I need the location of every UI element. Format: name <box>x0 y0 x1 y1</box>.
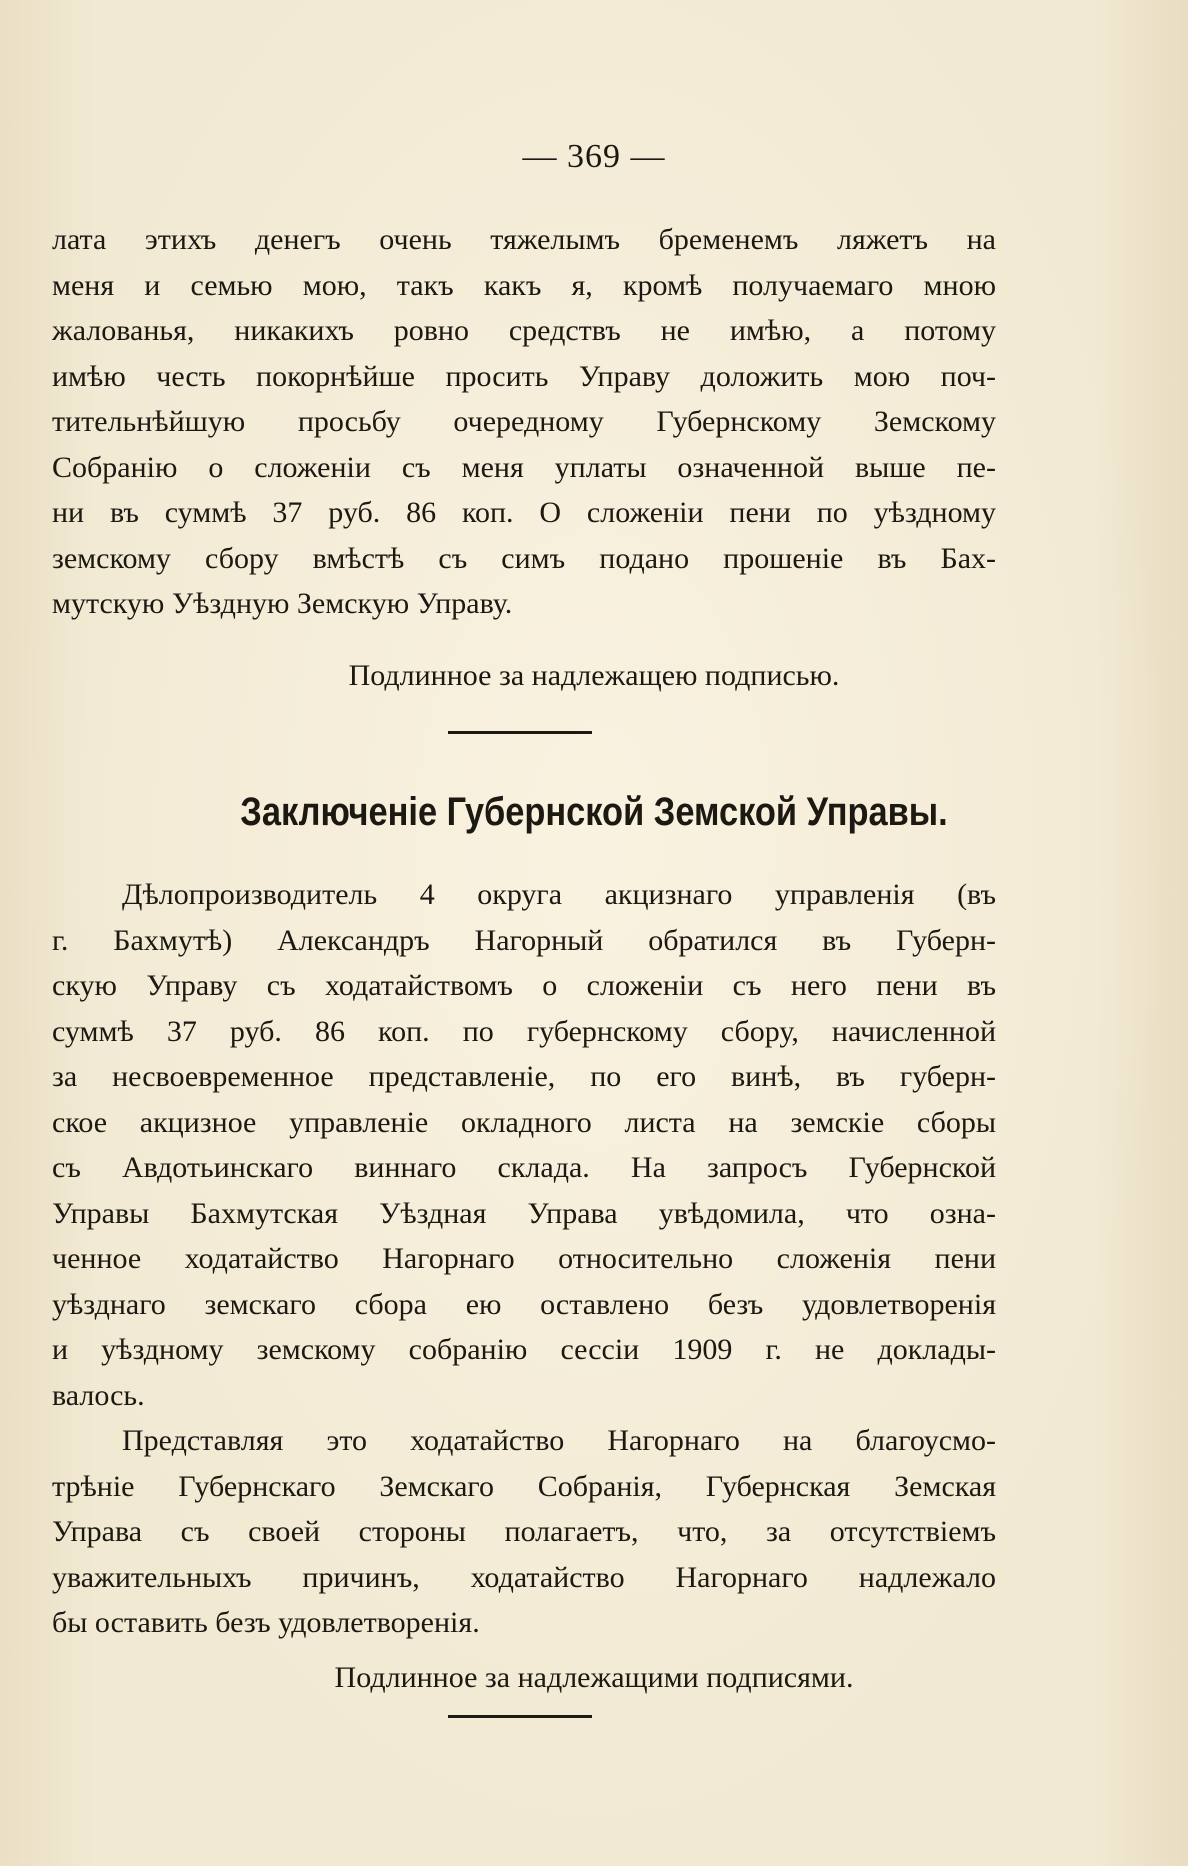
text-line: скую Управу съ ходатайствомъ о сложеніи съ него пени въ <box>52 969 996 1002</box>
text-line: суммѣ 37 руб. 86 коп. по губернскому сбору, начисленной <box>52 1014 996 1048</box>
text-line: тительнѣйшую просьбу очередному Губернскому Земскому <box>52 405 996 438</box>
text-line: Управа съ своей стороны полагаетъ, что, за отсутствіемъ <box>52 1515 996 1548</box>
text-line: имѣю честь покорнѣйше просить Управу доложить мою поч- <box>52 359 996 393</box>
text-line: Управы Бахмутская Уѣздная Управа увѣдомила, что озна- <box>52 1196 996 1230</box>
paragraph-2 <box>52 872 996 1418</box>
separator-rule <box>448 731 592 734</box>
text-line: жалованья, никакихъ ровно средствъ не имѣю, а потому <box>52 314 996 347</box>
text-line: за несвоевременное представленіе, по его винѣ, въ губерн- <box>52 1060 996 1093</box>
text-line: лата этихъ денегъ очень тяжелымъ бременемъ ляжетъ на <box>52 223 996 256</box>
text-line: меня и семью мою, такъ какъ я, кромѣ получаемаго мною <box>52 268 996 302</box>
separator-rule <box>448 1715 592 1718</box>
text-line: съ Авдотьинскаго виннаго склада. На запросъ Губернской <box>52 1151 996 1184</box>
signature-note-1: Подлинное за надлежащею подписью. <box>348 659 840 692</box>
text-line: мутскую Уѣздную Земскую Управу. <box>52 587 513 620</box>
page-number: — 369 — <box>522 138 666 175</box>
text-line: уважительныхъ причинъ, ходатайство Нагорнаго надлежало <box>52 1560 996 1594</box>
text-line: уѣзднаго земскаго сбора ею оставлено безъ удовлетворенія <box>52 1287 996 1321</box>
text-line: земскому сбору вмѣстѣ съ симъ подано прошеніе въ Бах- <box>52 541 996 575</box>
text-line: ское акцизное управленіе окладного листа на земскіе сборы <box>52 1105 996 1139</box>
text-line: Представляя это ходатайство Нагорнаго на благоусмо- <box>122 1424 996 1457</box>
text-line: Собранію о сложеніи съ меня уплаты означенной выше пе- <box>52 450 996 484</box>
text-line: Дѣлопроизводитель 4 округа акцизнаго управленія (въ <box>122 878 996 911</box>
text-line: валось. <box>52 1378 145 1412</box>
signature-note-2: Подлинное за надлежащими подписями. <box>334 1661 854 1694</box>
text-line: бы оставить безъ удовлетворенія. <box>52 1606 480 1639</box>
paragraph-1 <box>52 217 996 627</box>
text-line: трѣніе Губернскаго Земскаго Собранія, Губернская Земская <box>52 1469 996 1503</box>
section-heading: Заключеніе Губернской Земской Управы. <box>240 790 948 834</box>
text-line: ни въ суммѣ 37 руб. 86 коп. О сложеніи пени по уѣздному <box>52 496 996 529</box>
text-line: ченное ходатайство Нагорнаго относительно сложенія пени <box>52 1242 996 1275</box>
text-line: и уѣздному земскому собранію сессіи 1909 г. не доклады- <box>52 1333 996 1366</box>
paragraph-3 <box>52 1418 996 1646</box>
text-line: г. Бахмутѣ) Александръ Нагорный обратился въ Губерн- <box>52 923 996 957</box>
